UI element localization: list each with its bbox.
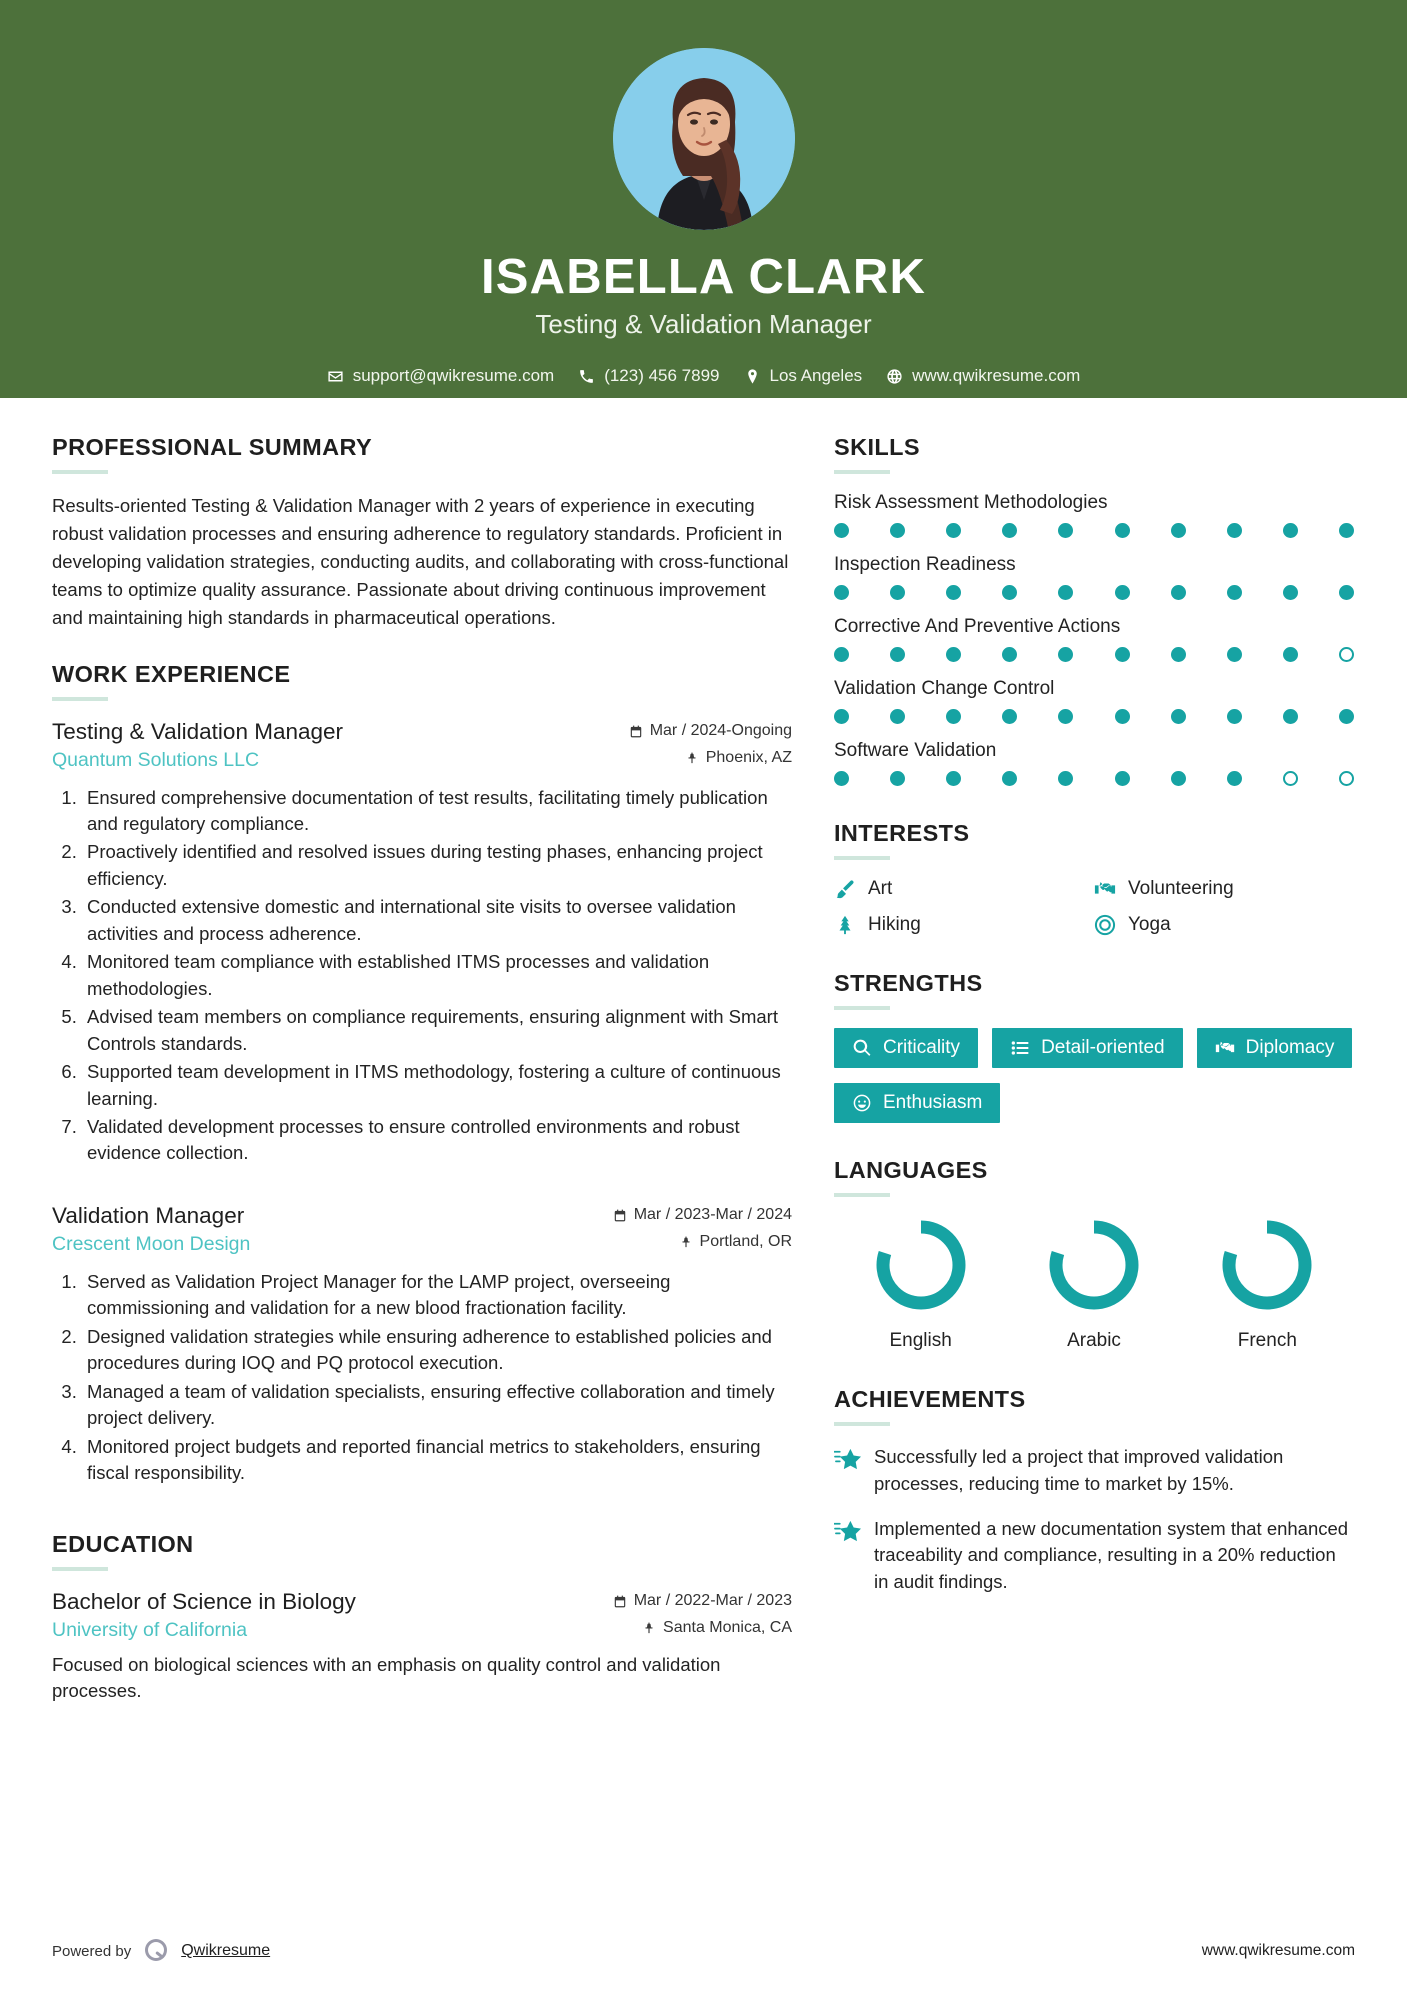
skill-dot-filled xyxy=(946,709,961,724)
handshake-icon xyxy=(1215,1038,1235,1058)
section-summary xyxy=(52,434,792,633)
strengths-heading: STRENGTHS xyxy=(834,970,983,996)
education-school: University of California xyxy=(52,1618,248,1641)
job-location xyxy=(679,1233,792,1251)
education-dates-text: Mar / 2022-Mar / 2023 xyxy=(633,1592,792,1610)
skill-dot-filled xyxy=(946,585,961,600)
job-company: Crescent Moon Design xyxy=(52,1232,251,1255)
interest-label: Art xyxy=(868,878,893,899)
skill-row xyxy=(834,616,1354,662)
section-strengths xyxy=(834,970,1354,1123)
skill-dot-filled xyxy=(890,709,905,724)
section-divider xyxy=(834,1422,890,1426)
education-description: Focused on biological sciences with an emphasis on quality control and validation processes. xyxy=(52,1653,721,1702)
strengths-grid xyxy=(834,1028,1354,1123)
job-bullets xyxy=(52,1269,792,1487)
interest-label: Hiking xyxy=(868,914,921,935)
skill-dot-filled xyxy=(1171,523,1186,538)
contact-email-text: support@qwikresume.com xyxy=(352,366,555,386)
resume-header xyxy=(0,0,1407,398)
achievements-heading: ACHIEVEMENTS xyxy=(834,1386,1026,1412)
bullet: 1. Ensured comprehensive documentation of test results, facilitating timely publication and regulatory compliance. xyxy=(82,785,792,838)
section-education xyxy=(52,1531,792,1706)
skill-name: Inspection Readiness xyxy=(834,554,1016,575)
skill-dot-filled xyxy=(1115,647,1130,662)
bullet: 2. Designed validation strategies while ensuring adherence to established policies and procedures during IOQ and PQ protocol execution. xyxy=(82,1324,792,1377)
skill-dot-filled xyxy=(834,585,849,600)
strength-chip xyxy=(992,1028,1183,1068)
skills-heading: SKILLS xyxy=(834,434,920,460)
achievement-text: Successfully led a project that improved validation processes, reducing time to market by 15%. xyxy=(874,1446,1284,1494)
skill-row xyxy=(834,740,1354,786)
skill-dot-filled xyxy=(1115,523,1130,538)
skill-name: Risk Assessment Methodologies xyxy=(834,492,1108,513)
globe-icon xyxy=(886,368,903,385)
skill-dot-filled xyxy=(1058,585,1073,600)
skill-dot-filled xyxy=(1227,709,1242,724)
job-location-text: Phoenix, AZ xyxy=(705,749,792,767)
skill-name: Validation Change Control xyxy=(834,678,1055,699)
bullet: 2. Proactively identified and resolved issues during testing phases, enhancing project efficiency. xyxy=(82,839,792,892)
shooting-star-icon xyxy=(834,1446,861,1473)
section-interests xyxy=(834,820,1354,936)
bullet: 3. Managed a team of validation specialists, ensuring effective collaboration and timely project delivery. xyxy=(82,1379,792,1432)
skill-dot-filled xyxy=(834,523,849,538)
skill-dot-filled xyxy=(1171,585,1186,600)
bullet: 1. Served as Validation Project Manager for the LAMP project, overseeing commissioning and validation for a new blood fractionation facility. xyxy=(82,1269,792,1322)
envelope-icon xyxy=(327,368,344,385)
interests-heading: INTERESTS xyxy=(834,820,970,846)
job-location-text: Portland, OR xyxy=(699,1233,792,1251)
skill-dot-filled xyxy=(946,647,961,662)
section-experience xyxy=(52,661,792,1487)
skill-dot-empty xyxy=(1339,647,1354,662)
achievement-item xyxy=(834,1444,1354,1498)
footer xyxy=(0,1936,1407,1966)
language-item xyxy=(834,1215,1007,1352)
strength-chip xyxy=(834,1083,1000,1123)
strength-chip xyxy=(834,1028,978,1068)
paintbrush-icon xyxy=(834,878,856,900)
avatar xyxy=(613,48,795,230)
skill-rating xyxy=(834,771,1354,786)
skill-dot-filled xyxy=(1058,523,1073,538)
achievement-text: Implemented a new documentation system that enhanced traceability and compliance, resulting in a 20% reduction in audit findings. xyxy=(874,1517,1349,1593)
section-divider xyxy=(834,470,890,474)
skill-name: Software Validation xyxy=(834,740,997,761)
skill-dot-filled xyxy=(1002,647,1017,662)
job-company: Quantum Solutions LLC xyxy=(52,748,260,771)
education-dates xyxy=(613,1592,792,1610)
skill-dot-empty xyxy=(1339,771,1354,786)
skill-rating xyxy=(834,709,1354,724)
calendar-icon xyxy=(629,724,643,739)
calendar-icon xyxy=(613,1594,627,1609)
experience-item xyxy=(52,719,792,1167)
job-role: Validation Manager xyxy=(52,1202,245,1228)
summary-heading: PROFESSIONAL SUMMARY xyxy=(52,434,373,460)
contact-website-text: www.qwikresume.com xyxy=(912,366,1081,386)
bullet: 4. Monitored project budgets and reported financial metrics to stakeholders, ensuring fiscal responsibility. xyxy=(82,1434,792,1487)
languages-heading: LANGUAGES xyxy=(834,1157,988,1183)
pin-icon xyxy=(679,1235,693,1250)
education-location-text: Santa Monica, CA xyxy=(663,1619,792,1637)
interest-item xyxy=(1094,914,1354,936)
strength-label: Criticality xyxy=(883,1037,961,1058)
skill-rating xyxy=(834,585,1354,600)
contact-phone[interactable] xyxy=(578,366,719,386)
skill-dot-filled xyxy=(946,771,961,786)
powered-by-label: Powered by xyxy=(52,1942,132,1960)
skill-dot-filled xyxy=(1339,585,1354,600)
skill-dot-filled xyxy=(834,709,849,724)
skill-dot-filled xyxy=(1058,709,1073,724)
job-dates-text: Mar / 2023-Mar / 2024 xyxy=(633,1206,792,1224)
skill-dot-filled xyxy=(1227,585,1242,600)
skill-dot-filled xyxy=(834,647,849,662)
contact-location-text: Los Angeles xyxy=(769,366,863,386)
resume-body xyxy=(0,398,1407,1733)
tree-icon xyxy=(834,914,856,936)
qwikresume-link[interactable]: Qwikresume xyxy=(181,1942,271,1959)
strength-label: Detail-oriented xyxy=(1041,1037,1165,1058)
contact-website[interactable] xyxy=(886,366,1080,386)
education-heading: EDUCATION xyxy=(52,1530,194,1557)
qwikresume-logo-icon xyxy=(141,1936,171,1966)
section-divider xyxy=(834,1193,890,1197)
language-item xyxy=(1181,1215,1354,1352)
skill-dot-filled xyxy=(1115,771,1130,786)
section-languages xyxy=(834,1157,1354,1352)
language-name: French xyxy=(1237,1330,1297,1351)
language-progress-donut xyxy=(1044,1215,1144,1315)
skill-dot-filled xyxy=(1002,585,1017,600)
education-degree: Bachelor of Science in Biology xyxy=(52,1588,356,1614)
job-role: Testing & Validation Manager xyxy=(52,718,344,744)
skill-dot-filled xyxy=(1058,647,1073,662)
skill-dot-filled xyxy=(1283,523,1298,538)
skill-dot-filled xyxy=(890,647,905,662)
language-name: Arabic xyxy=(1067,1330,1121,1351)
skill-dot-filled xyxy=(1002,771,1017,786)
language-item xyxy=(1007,1215,1180,1352)
pin-icon xyxy=(685,751,699,766)
job-bullets xyxy=(52,785,792,1167)
location-pin-icon xyxy=(744,368,761,385)
job-dates xyxy=(629,722,792,740)
skill-name: Corrective And Preventive Actions xyxy=(834,616,1121,637)
skill-dot-filled xyxy=(1339,709,1354,724)
shooting-star-icon xyxy=(834,1518,861,1545)
skill-dot-filled xyxy=(890,585,905,600)
skill-dot-filled xyxy=(1171,771,1186,786)
section-divider xyxy=(52,1567,108,1571)
job-dates xyxy=(613,1206,792,1224)
experience-heading: WORK EXPERIENCE xyxy=(52,660,291,687)
job-title: Testing & Validation Manager xyxy=(535,309,872,340)
smiley-icon xyxy=(852,1093,872,1113)
section-divider xyxy=(834,1006,890,1010)
skill-dot-filled xyxy=(1227,647,1242,662)
skill-dot-filled xyxy=(1002,709,1017,724)
skill-dot-filled xyxy=(1339,523,1354,538)
section-divider xyxy=(52,470,108,474)
skill-dot-filled xyxy=(834,771,849,786)
bullet: 7. Validated development processes to ensure controlled environments and robust evidence collection. xyxy=(82,1114,792,1167)
pin-icon xyxy=(642,1621,656,1636)
skill-dot-filled xyxy=(1171,709,1186,724)
skill-rating xyxy=(834,523,1354,538)
job-dates-text: Mar / 2024-Ongoing xyxy=(649,722,792,740)
skill-rating xyxy=(834,647,1354,662)
phone-icon xyxy=(578,368,595,385)
language-progress-donut xyxy=(1217,1215,1317,1315)
skill-dot-filled xyxy=(1283,585,1298,600)
bullet: 6. Supported team development in ITMS methodology, fostering a culture of continuous learning. xyxy=(82,1059,792,1112)
skill-dot-filled xyxy=(1283,647,1298,662)
section-divider xyxy=(834,856,890,860)
interest-label: Volunteering xyxy=(1128,878,1234,899)
skill-dot-empty xyxy=(1283,771,1298,786)
skill-dot-filled xyxy=(946,523,961,538)
bullet: 5. Advised team members on compliance requirements, ensuring alignment with Smart Controls standards. xyxy=(82,1004,792,1057)
contact-phone-text: (123) 456 7899 xyxy=(604,366,720,386)
section-achievements xyxy=(834,1386,1354,1596)
experience-item xyxy=(52,1203,792,1487)
skill-dot-filled xyxy=(890,523,905,538)
strength-chip xyxy=(1197,1028,1353,1068)
skill-row xyxy=(834,554,1354,600)
magnifier-icon xyxy=(852,1038,872,1058)
handshake-icon xyxy=(1094,878,1116,900)
education-item xyxy=(52,1589,792,1706)
footer-site: www.qwikresume.com xyxy=(1201,1942,1355,1959)
skill-dot-filled xyxy=(1115,585,1130,600)
language-progress-donut xyxy=(871,1215,971,1315)
calendar-icon xyxy=(613,1208,627,1223)
skills-list xyxy=(834,492,1354,786)
left-column xyxy=(52,434,792,1733)
contact-row xyxy=(327,366,1081,386)
section-divider xyxy=(52,697,108,701)
skill-dot-filled xyxy=(1227,523,1242,538)
languages-grid xyxy=(834,1215,1354,1352)
interests-grid xyxy=(834,878,1354,936)
powered-by xyxy=(52,1936,270,1966)
section-skills xyxy=(834,434,1354,786)
bullet: 3. Conducted extensive domestic and international site visits to oversee validation activities and process adherence. xyxy=(82,894,792,947)
skill-dot-filled xyxy=(1115,709,1130,724)
achievement-item xyxy=(834,1516,1354,1596)
right-column xyxy=(834,434,1354,1733)
job-location xyxy=(685,749,792,767)
education-location xyxy=(642,1619,792,1637)
skill-dot-filled xyxy=(1058,771,1073,786)
skill-dot-filled xyxy=(890,771,905,786)
list-icon xyxy=(1010,1038,1030,1058)
skill-row xyxy=(834,492,1354,538)
skill-dot-filled xyxy=(1227,771,1242,786)
contact-location xyxy=(744,366,863,386)
skill-dot-filled xyxy=(1171,647,1186,662)
contact-email[interactable] xyxy=(327,366,555,386)
strength-label: Diplomacy xyxy=(1245,1037,1335,1058)
summary-text: Results-oriented Testing & Validation Manager with 2 years of experience in executing robust validation processes and ensuring adherence to regulatory standards. Proficient in developing validation strategies, conducting audits, and collaborating with cross-functional teams to optimize quality assurance. Passionate about driving continuous improvement and maintaining high standards in pharmaceutical operations. xyxy=(52,495,789,629)
page-title: ISABELLA CLARK xyxy=(480,250,927,304)
interest-item xyxy=(834,914,1094,936)
interest-label: Yoga xyxy=(1128,914,1171,935)
interest-item xyxy=(1094,878,1354,900)
skill-row xyxy=(834,678,1354,724)
interest-item xyxy=(834,878,1094,900)
skill-dot-filled xyxy=(1002,523,1017,538)
language-name: English xyxy=(889,1330,952,1351)
skill-dot-filled xyxy=(1283,709,1298,724)
bullet: 4. Monitored team compliance with established ITMS processes and validation methodologies. xyxy=(82,949,792,1002)
lotus-icon xyxy=(1094,914,1116,936)
strength-label: Enthusiasm xyxy=(883,1092,983,1113)
